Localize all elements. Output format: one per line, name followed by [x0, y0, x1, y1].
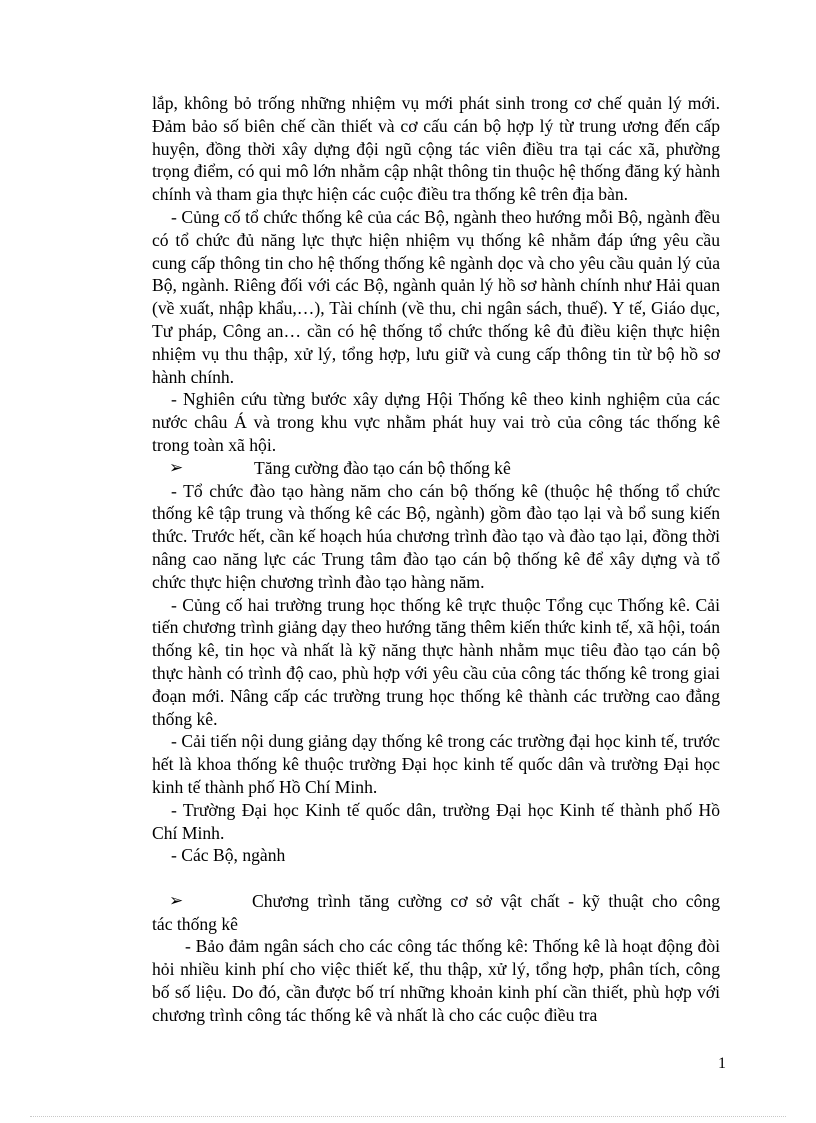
page-number: 1	[718, 1055, 726, 1072]
blank-line	[152, 867, 720, 890]
paragraph-statistics-association: - Nghiên cứu từng bước xây dựng Hội Thống kê theo kinh nghiệm của các nước châu Á và trong khu vực nhằm phát huy vai trò của công tác thống kê trong toàn xã hội.	[152, 389, 720, 455]
paragraph-annual-training: - Tổ chức đào tạo hàng năm cho cán bộ thống kê (thuộc hệ thống tổ chức thống kê tập trung và thống kê các Bộ, ngành) gồm đào tạo lại và bổ sung kiến thức. Trước hết, cần kế hoạch húa chương trình đào tạo và đào tạo lại, đồng thời nâng cao năng lực các Trung tâm đào tạo cán bộ thống kê để xây dựng và tổ chức thực hiện chương trình đào tạo hàng năm.	[152, 480, 720, 592]
paragraph-secondary-schools: - Củng cố hai trường trung học thống kê trực thuộc Tổng cục Thống kê. Cải tiến chương trình giảng dạy theo hướng tăng thêm kiến thức kinh tế, xã hội, toán thống kê, tin học và nhất là kỹ năng thực hành nhằm mục tiêu đào tạo cán bộ thực hành có trình độ cao, phù hợp với yêu cầu của công tác thống kê trong giai đoạn mới. Nâng cấp các trường trung học thống kê thành các trường cao đẳng thống kê.	[152, 594, 720, 729]
paragraph-university-curriculum: - Cải tiến nội dung giảng dạy thống kê trong các trường đại học kinh tế, trước hết là khoa thống kê thuộc trường Đại học kinh tế quốc dân và trường Đại học kinh tế thành phố Hồ Chí Minh.	[152, 731, 720, 797]
paragraph-budget: - Bảo đảm ngân sách cho các công tác thống kê: Thống kê là hoạt động đòi hỏi nhiều kinh phí cho việc thiết kế, thu thập, xử lý, tổng hợp, phân tích, công bố số liệu. Do đó, cần được bố trí những khoản kinh phí cần thiết, phù hợp với chương trình công tác thống kê và nhất là cho các cuộc điều tra	[152, 936, 720, 1025]
paragraph-continuation: lắp, không bỏ trống những nhiệm vụ mới phát sinh trong cơ chế quản lý mới. Đảm bảo số biên chế cần thiết và cơ cấu cán bộ hợp lý từ trung ương đến cấp huyện, đồng thời xây dựng đội ngũ cộng tác viên điều tra tại các xã, phường trọng điểm, có qui mô lớn nhằm cập nhật thông tin thuộc hệ thống đăng ký hành chính và tham gia thực hiện các cuộc điều tra thống kê trên địa bàn.	[152, 93, 720, 205]
paragraph-ministry-organization: - Củng cố tổ chức thống kê của các Bộ, ngành theo hướng mỗi Bộ, ngành đều có tổ chức đủ năng lực thực hiện nhiệm vụ thống kê nhằm đáp ứng yêu cầu cung cấp thông tin cho hệ thống thống kê ngành dọc và cho yêu cầu quản lý của Bộ, ngành. Riêng đối với các Bộ, ngành quản lý hồ sơ hành chính như Hải quan (về xuất, nhập khẩu,…), Tài chính (về thu, chi ngân sách, thuế). Y tế, Giáo dục, Tư pháp, Công an… cần có hệ thống tổ chức thống kê đủ điều kiện thực hiện nhiệm vụ thu thập, xử lý, tổng hợp, lưu giữ và cung cấp thông tin từ bộ hồ sơ hành chính.	[152, 206, 720, 387]
section-heading-infrastructure	[152, 890, 720, 936]
section-heading-training-text: Tăng cường đào tạo cán bộ thống kê	[254, 457, 511, 478]
document-body	[152, 92, 720, 1027]
section-heading-training	[152, 457, 720, 480]
arrow-bullet-icon: ➢	[169, 890, 184, 910]
section-heading-infrastructure-line1: Chương trình tăng cường cơ sở vật chất - kỹ thuật cho công	[252, 890, 720, 911]
paragraph-ministries: - Các Bộ, ngành	[171, 845, 286, 866]
arrow-bullet-icon: ➢	[169, 457, 184, 477]
page-bottom-divider	[30, 1116, 786, 1117]
paragraph-universities: - Trường Đại học Kinh tế quốc dân, trường Đại học Kinh tế thành phố Hồ Chí Minh.	[152, 799, 720, 843]
section-heading-infrastructure-line2: tác thống kê	[152, 913, 238, 934]
